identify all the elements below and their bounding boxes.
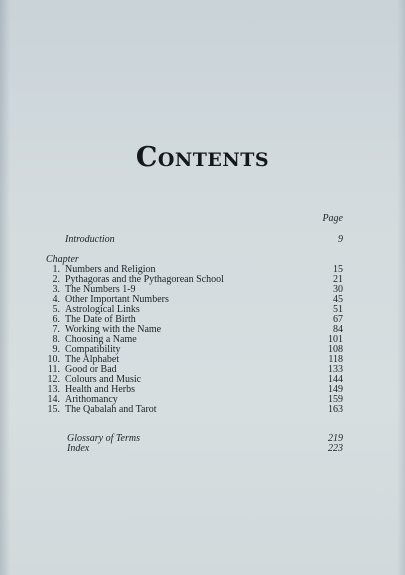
toc-entry-page: 9 (338, 234, 343, 245)
chapter-number: 7. (52, 324, 60, 335)
chapter-number: 5. (52, 304, 60, 315)
chapter-number: 2. (52, 274, 60, 285)
chapter-title: Numbers and Religion (65, 264, 156, 275)
chapter-title: Arithomancy (65, 394, 118, 405)
page-edge-shadow-right (397, 0, 405, 575)
page-column-label: Page (322, 213, 343, 224)
chapter-number: 8. (52, 334, 60, 345)
chapter-page: 45 (333, 294, 343, 305)
chapter-page: 108 (328, 344, 343, 355)
chapter-page: 84 (333, 324, 343, 335)
chapter-title: Choosing a Name (65, 334, 137, 345)
chapter-number: 12. (47, 374, 60, 385)
page-title: Contents (135, 142, 270, 173)
chapter-number: 11. (47, 364, 60, 375)
toc-introduction (46, 234, 343, 245)
toc-entry-page: 219 (328, 433, 343, 444)
chapter-number: 13. (47, 384, 60, 395)
chapter-page: 67 (333, 314, 343, 325)
chapter-page: 15 (333, 264, 343, 275)
chapter-page: 163 (328, 404, 343, 415)
toc-entry-label: Glossary of Terms (67, 433, 140, 444)
page-edge-shadow-left (0, 0, 10, 575)
chapter-page: 21 (333, 274, 343, 285)
toc-index (46, 443, 343, 454)
chapter-number: 3. (52, 284, 60, 295)
toc-entry-page: 223 (328, 443, 343, 454)
toc-entry-label: Introduction (65, 234, 115, 245)
chapter-title: Pythagoras and the Pythagorean School (65, 274, 224, 285)
chapter-title: The Alphabet (65, 354, 120, 365)
chapter-page: 144 (328, 374, 343, 385)
chapter-number: 1. (52, 264, 60, 275)
chapter-page: 118 (328, 354, 343, 365)
chapter-title: Other Important Numbers (65, 294, 169, 305)
chapter-page: 51 (333, 304, 343, 315)
chapter-title: The Date of Birth (65, 314, 136, 325)
chapter-heading: Chapter (46, 254, 79, 265)
chapter-number: 4. (52, 294, 60, 305)
chapter-number: 10. (47, 354, 60, 365)
toc-chapter-row (46, 404, 343, 415)
chapter-number: 9. (52, 344, 60, 355)
chapter-page: 30 (333, 284, 343, 295)
chapter-title: Compatibility (65, 344, 121, 355)
chapter-title: Colours and Music (65, 374, 142, 385)
chapter-title: Astrological Links (65, 304, 140, 315)
chapter-title: The Qabalah and Tarot (65, 404, 157, 415)
chapter-number: 6. (52, 314, 60, 325)
chapter-title: Good or Bad (65, 364, 117, 375)
chapter-number: 15. (47, 404, 60, 415)
chapter-page: 101 (328, 334, 343, 345)
chapter-title: Working with the Name (65, 324, 162, 335)
chapter-page: 159 (328, 394, 343, 405)
chapter-number: 14. (47, 394, 60, 405)
chapter-page: 149 (328, 384, 343, 395)
toc-entry-label: Index (67, 443, 90, 454)
chapter-title: The Numbers 1-9 (65, 284, 136, 295)
chapter-page: 133 (328, 364, 343, 375)
chapter-title: Health and Herbs (65, 384, 135, 395)
